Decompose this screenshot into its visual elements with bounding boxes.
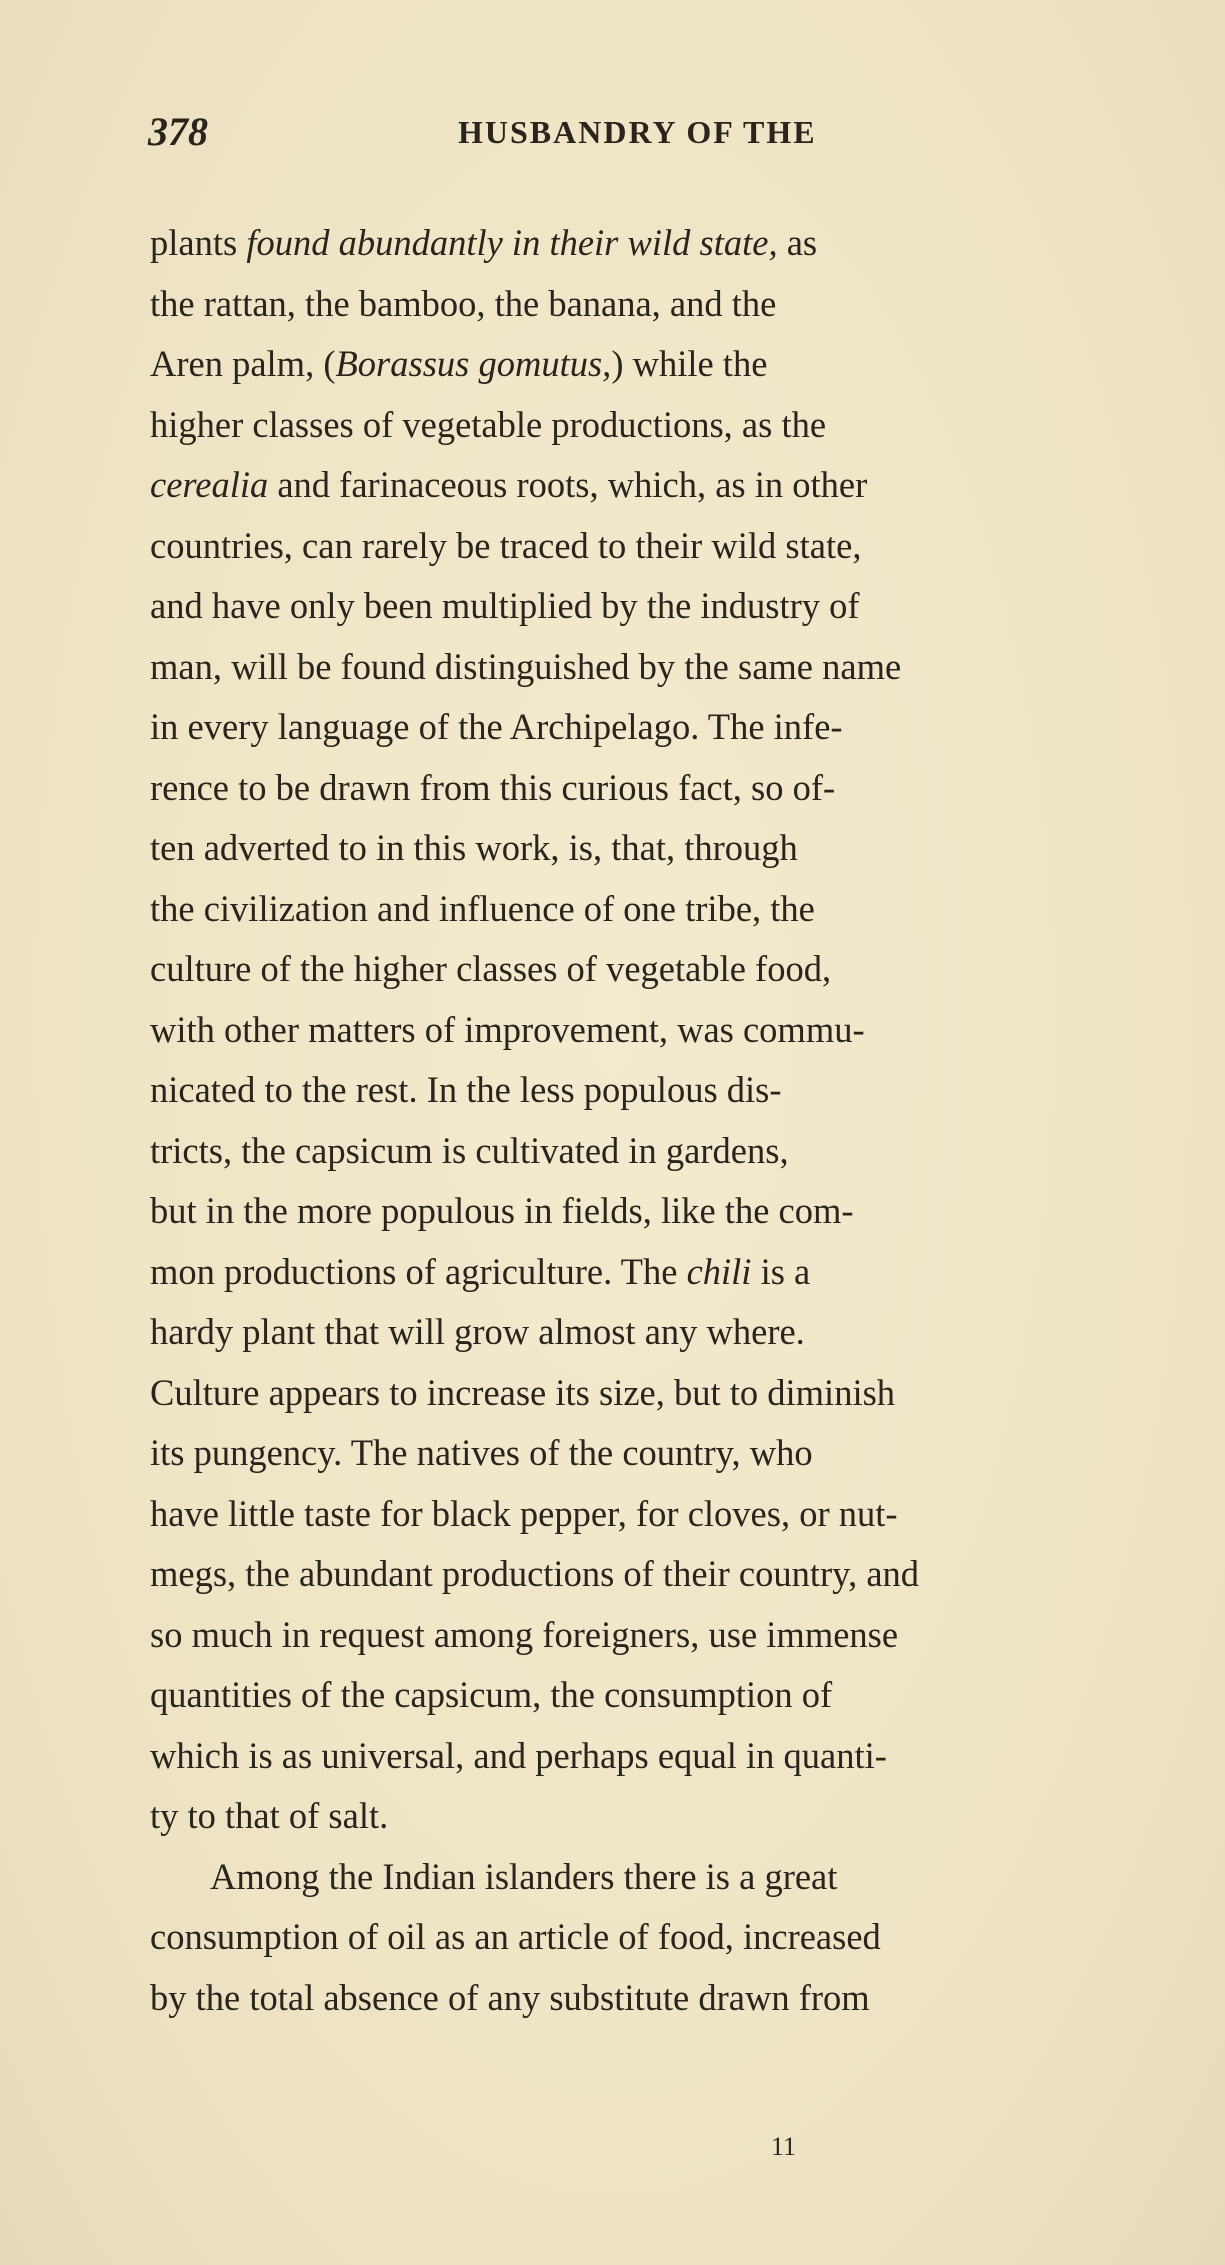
italic-phrase: found abundantly in their wild state, <box>246 222 778 263</box>
text-line: Culture appears to increase its size, but to diminish <box>150 1371 896 1413</box>
text-line: its pungency. The natives of the country, who <box>150 1432 813 1473</box>
page-number: 378 <box>148 109 208 154</box>
text-line: but in the more populous in fields, like the com- <box>150 1190 854 1231</box>
text-line: with other matters of improvement, was commu- <box>150 1008 865 1050</box>
running-head <box>148 108 1080 152</box>
text-line: so much in request among foreigners, use immense <box>150 1613 899 1655</box>
text-line: Aren palm, (Borassus gomutus,) while the <box>150 343 768 384</box>
text-line: ten adverted to in this work, is, that, through <box>150 827 798 868</box>
text-line: rence to be drawn from this curious fact, so of- <box>150 766 836 808</box>
text-line: the rattan, the bamboo, the banana, and the <box>150 282 777 324</box>
text-line: plants found abundantly in their wild state, as <box>150 222 818 263</box>
text-line: hardy plant that will grow almost any where. <box>150 1311 805 1352</box>
text-line: tricts, the capsicum is cultivated in gardens, <box>150 1129 789 1171</box>
text-line: countries, can rarely be traced to their wild state, <box>150 524 862 566</box>
text-line: in every language of the Archipelago. The infe- <box>150 706 843 747</box>
text-line: have little taste for black pepper, for cloves, or nut- <box>150 1492 898 1534</box>
text-line: nicated to the rest. In the less populous dis- <box>150 1069 782 1110</box>
text-line: higher classes of vegetable productions, as the <box>150 403 827 445</box>
text-line: megs, the abundant productions of their country, and <box>150 1553 920 1594</box>
text-line: man, will be found distinguished by the same name <box>150 645 902 687</box>
text-line: quantities of the capsicum, the consumption of <box>150 1674 833 1715</box>
italic-phrase: cerealia <box>150 464 269 505</box>
text-line: which is as universal, and perhaps equal in quanti- <box>150 1734 887 1776</box>
signature-mark: 11 <box>771 2132 797 2161</box>
text-line: ty to that of salt. <box>150 1795 389 1836</box>
text-line: cerealia and farinaceous roots, which, as in other <box>150 464 868 505</box>
text-line: and have only been multiplied by the industry of <box>150 585 860 626</box>
paragraph-first-line: Among the Indian islanders there is a great <box>210 1855 838 1897</box>
text-line: culture of the higher classes of vegetable food, <box>150 948 832 989</box>
italic-phrase: Borassus gomutus, <box>335 343 612 384</box>
running-title: HUSBANDRY OF THE <box>458 114 817 150</box>
body-text <box>150 213 1170 2028</box>
text-line: consumption of oil as an article of food, increased <box>150 1916 881 1957</box>
text-line: the civilization and influence of one tribe, the <box>150 887 815 929</box>
text-line: mon productions of agriculture. The chili is a <box>150 1250 811 1292</box>
italic-phrase: chili <box>686 1250 752 1292</box>
text-line: by the total absence of any substitute drawn from <box>150 1976 870 2018</box>
